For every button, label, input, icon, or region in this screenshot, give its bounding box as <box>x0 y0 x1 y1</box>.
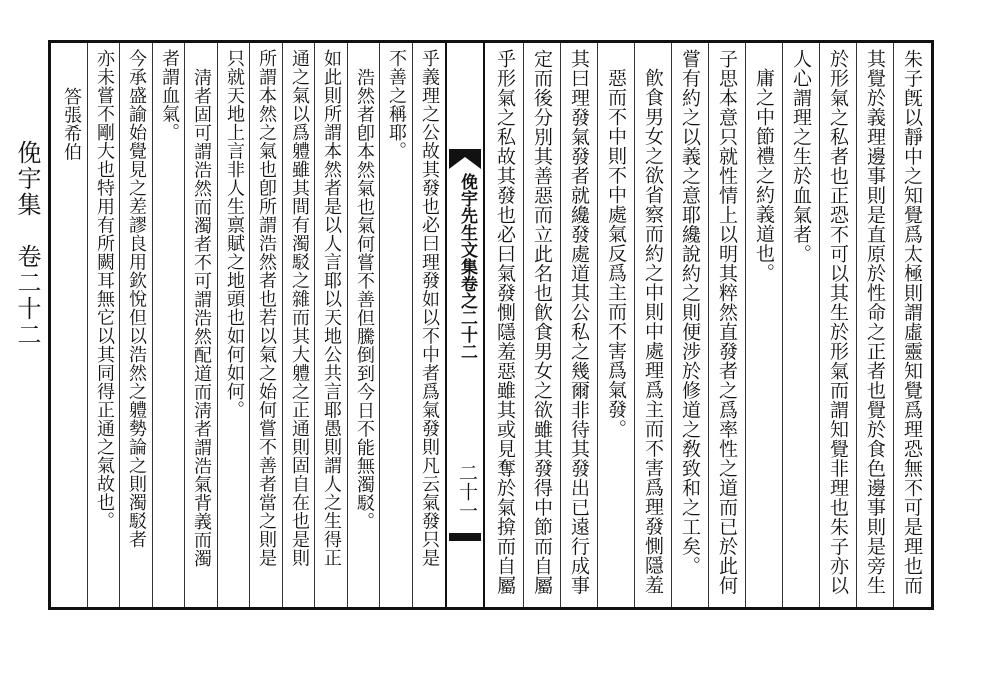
text-column-18: 所謂本然之氣也卽所謂浩然者也若以氣之始何嘗不善者當之則是 <box>256 49 277 567</box>
text-column-9: 惡而不中則不中處氣反爲主而不害爲氣發。 <box>605 68 627 439</box>
column-rule <box>671 43 672 607</box>
text-column-3: 於形氣之私者也正恐不可以其生於形氣而謂知覺非理也朱子亦以 <box>827 49 849 595</box>
column-rule <box>708 43 709 607</box>
text-column-13: 乎義理之公故其發也必曰理發如以不中者爲氣發則凡云氣發只是 <box>419 49 440 567</box>
text-column-15: 浩然者卽本然氣也氣何嘗不善但騰倒到今日不能無濁駁。 <box>354 68 375 531</box>
text-column-16: 如此則所謂本然者是以人言耶以天地公共言耶愚則謂人之生得正 <box>321 49 342 567</box>
text-column-7: 嘗有約之以義之意耶纔說約之則便涉於修道之敎致和之工矣。 <box>679 49 701 576</box>
column-rule <box>560 43 561 607</box>
text-column-12: 乎形氣之私故其發也必曰氣發惻隱羞惡雖其或見奪於氣揜而自屬 <box>494 49 516 595</box>
text-column-17: 通之氣以爲軆雖其間有濁駁之雜而其大軆之正通則固自在也是則 <box>289 49 310 567</box>
text-column-23: 亦未嘗不剛大也特用有所闕耳無它以其同得正通之氣故也。 <box>94 49 115 530</box>
text-column-2: 其覺於義理邊事則是直原於性命之正者也覺於食色邊事則是旁生 <box>864 49 886 595</box>
banderole-center-column <box>445 43 485 607</box>
text-column-14: 不善之稱耶。 <box>386 49 407 160</box>
column-rule <box>412 43 413 607</box>
column-rule <box>893 43 894 607</box>
text-column-5: 庸之中節禮之約義道也。 <box>753 68 775 283</box>
column-rule <box>634 43 635 607</box>
text-column-6: 子思本意只就性情上以明其粹然直發者之爲率性之道而已於此何 <box>716 49 738 595</box>
text-column-11: 定而後分別其善惡而立此名也飮食男女之欲雖其發得中節而自屬 <box>531 49 553 595</box>
margin-title: 俛宇集 卷二十二 <box>13 140 41 348</box>
text-column-10: 其曰理發氣發者就纔發處道其公私之幾爾非待其發出已遠行成事 <box>568 49 590 595</box>
text-column-21: 者謂血氣。 <box>159 49 180 142</box>
column-rule <box>745 43 746 607</box>
column-rule <box>152 43 153 607</box>
banderole-title: 俛宇先生文集卷之二十二 <box>457 173 477 360</box>
column-rule <box>87 43 88 607</box>
column-rule <box>856 43 857 607</box>
column-rule <box>782 43 783 607</box>
column-rule <box>523 43 524 607</box>
text-column-24: 答張希伯 <box>61 87 82 161</box>
column-rule <box>217 43 218 607</box>
column-rule <box>282 43 283 607</box>
column-rule <box>347 43 348 607</box>
text-column-8: 飮食男女之欲省察而約之中則中處理爲主而不害爲理發惻隱羞 <box>642 68 664 595</box>
fish-tail-ornament <box>449 149 481 169</box>
text-frame <box>48 40 934 610</box>
text-column-4: 人心謂理之生於血氣者。 <box>790 49 812 264</box>
page-number: 二十一 <box>456 463 478 520</box>
text-column-1: 朱子旣以靜中之知覺爲太極則謂虛靈知覺爲理恐無不可是理也而 <box>901 49 923 595</box>
text-column-20: 淸者固可謂浩然而濁者不可謂浩然配道而淸者謂浩氣背義而濁 <box>191 68 212 568</box>
column-rule <box>819 43 820 607</box>
column-rule <box>597 43 598 607</box>
fish-tail-ornament <box>449 533 481 541</box>
text-column-22: 今承盛諭始覺見之差謬良用欽悅但以浩然之軆勢論之則濁駁者 <box>126 49 147 549</box>
text-column-19: 只就天地上言非人生禀賦之地頭也如何如何。 <box>224 49 245 419</box>
